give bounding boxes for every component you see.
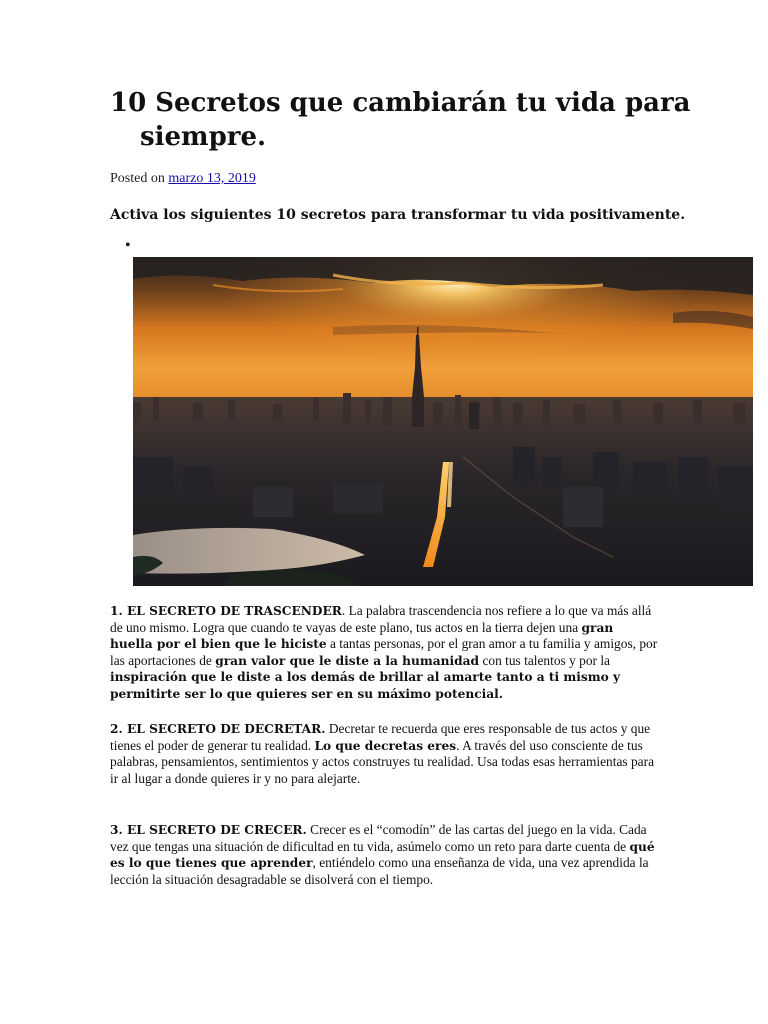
- section-1-heading: 1. EL SECRETO DE TRASCENDER: [110, 604, 342, 618]
- posted-label: Posted on: [110, 171, 165, 186]
- section-1-text: . La palabra trascendencia nos refiere a lo que va más allá de uno mismo. Logra que cuando te vayas de este plano, tus actos en la tierra dejen una: [110, 603, 652, 635]
- section-1-bold: gran huella por el bien que le hiciste: [110, 620, 614, 652]
- section-2-paragraph: [110, 721, 658, 787]
- section-3-text: , entiéndelo como una enseñanza de vida, una vez aprendida la lección la situación desagradable se disolverá con el tiempo.: [110, 855, 649, 887]
- section-2-heading: 2. EL SECRETO DE DECRETAR.: [110, 722, 326, 736]
- city-sunset-image: [133, 257, 753, 586]
- section-3-text: Crecer es el “comodín” de las cartas del juego en la vida. Cada vez que tengas una situación de dificultad en tu vida, asúmelo como un reto para darte cuenta de: [110, 822, 647, 854]
- section-2-bold: Lo que decretas eres: [314, 738, 457, 753]
- section-3-bold: qué es lo que tienes que aprender: [110, 839, 655, 871]
- article-title: 10 Secretos que cambiarán tu vida para siempre.: [110, 88, 691, 152]
- section-1-text: a tantas personas, por el gran amor a tu familia y amigos, por las aportaciones de: [110, 636, 658, 668]
- section-1-paragraph: [110, 603, 658, 703]
- section-3-paragraph: [110, 822, 658, 888]
- post-date-link[interactable]: marzo 13, 2019: [168, 171, 256, 186]
- section-1-bold: gran valor que le diste a la humanidad: [215, 653, 480, 668]
- post-meta: [110, 170, 256, 188]
- section-1-text: con tus talentos y por la: [479, 652, 610, 668]
- section-3-heading: 3. EL SECRETO DE CRECER.: [110, 823, 307, 837]
- section-1-bold: inspiración que le diste a los demás de brillar al amarte tanto a ti mismo y permitirte ser lo que quieres ser en su máximo potencial.: [110, 670, 621, 701]
- article-intro: Activa los siguientes 10 secretos para transformar tu vida positivamente.: [110, 207, 686, 223]
- list-bullet: •: [125, 237, 131, 254]
- section-2-text: . A través del uso consciente de tus palabras, pensamientos, sentimientos y actos construyes tu realidad. Usa todas esas herramientas para ir al lugar a donde quieres ir y no para alejarte.: [110, 737, 655, 786]
- section-2-text: Decretar te recuerda que eres responsable de tus actos y que tienes el poder de generar tu realidad.: [110, 721, 651, 753]
